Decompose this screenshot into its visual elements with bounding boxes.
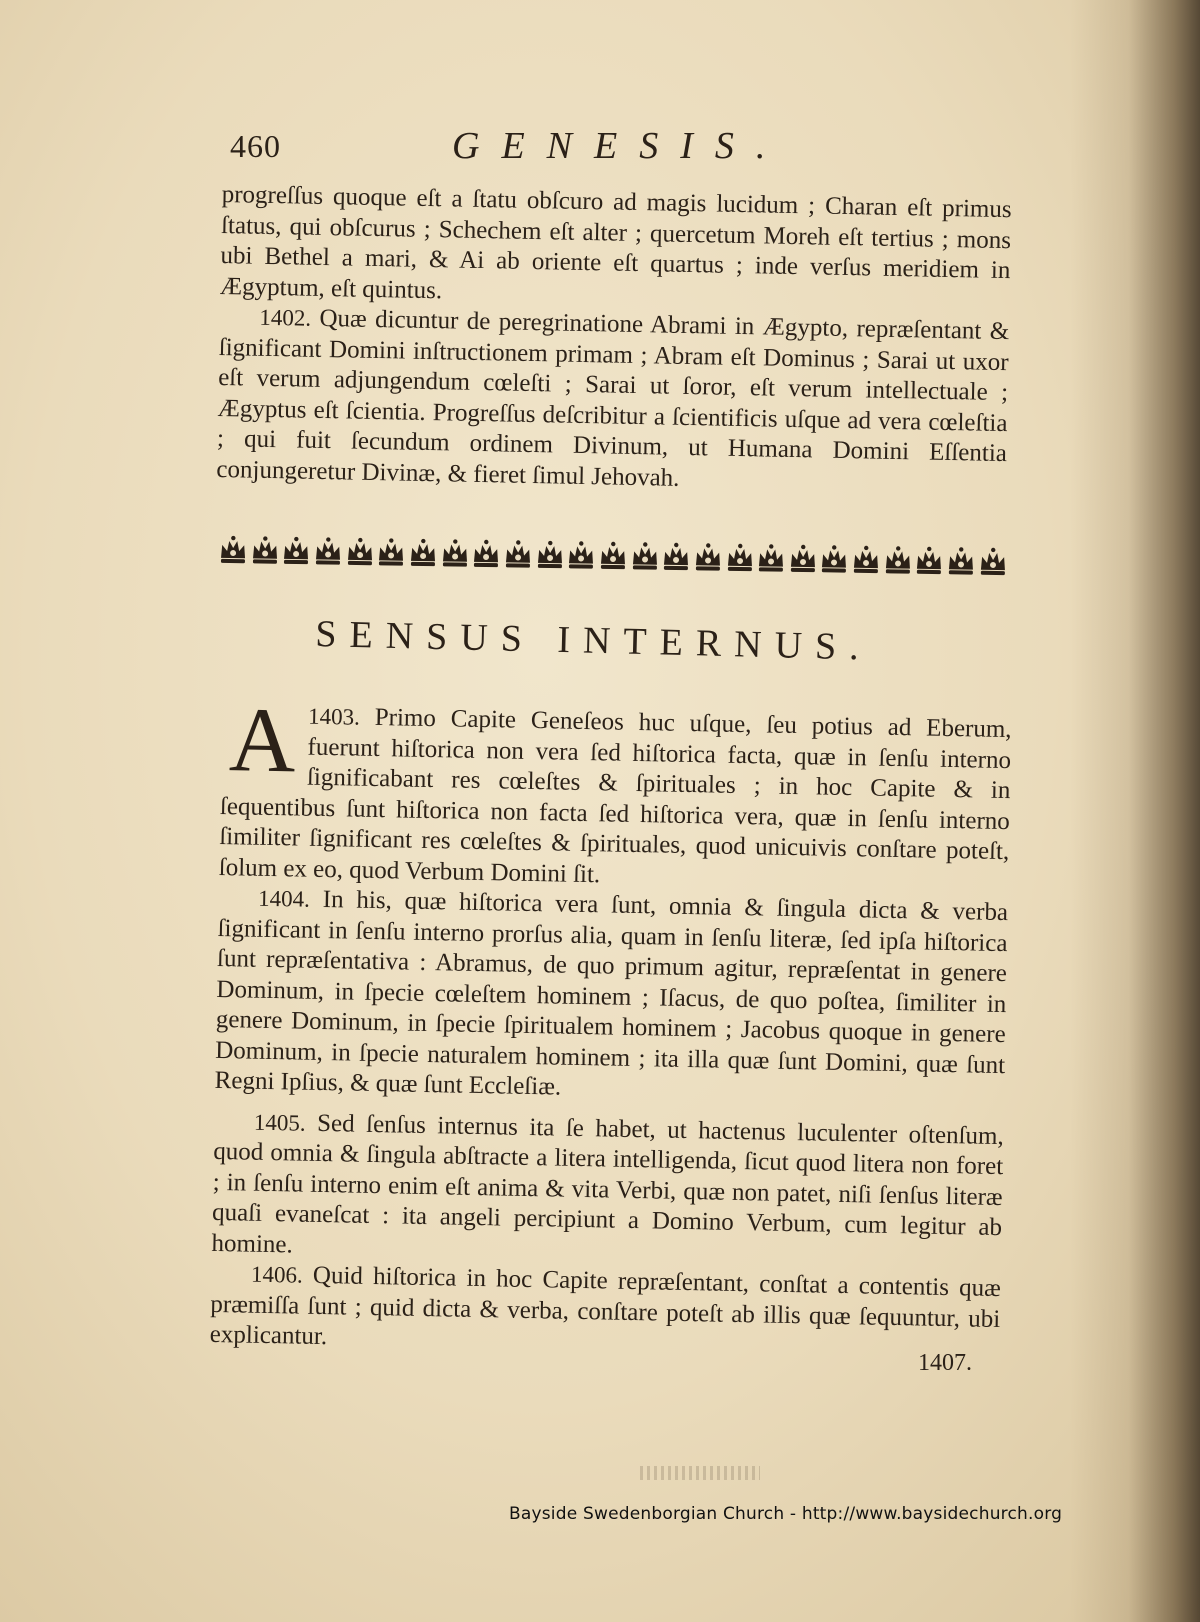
paragraph-text: Primo Capite Geneſeos huc uſque, ſeu potius ad Eberum, fuerunt hiſtorica non vera ſed hiſtorica facta, quæ in ſenſu interno ſignificabant res cœleſtes & ſpirituales ; in hoc Capite & in ſequentibus ſunt hiſtorica non facta ſed hiſtorica vera, quæ in ſenſu interno ſimiliter ſignificant res cœleſtes & ſpirituales, quod unicuivis conſtare poteſt, ſolum ex eo, quod Verbum Domini ſit. — [218, 703, 1012, 888]
paragraph-number: 1405. — [253, 1109, 306, 1136]
paragraph-number: 1404. — [257, 885, 311, 912]
crown-icon — [218, 534, 248, 566]
catchword: 1407. — [918, 1350, 972, 1376]
crown-icon — [978, 546, 1008, 578]
crown-icon — [946, 545, 976, 577]
page-number: 460 — [230, 128, 281, 164]
crown-icon — [281, 535, 311, 567]
paragraph-1403 — [218, 688, 1012, 898]
main-text-block — [209, 688, 1012, 1366]
crown-icon — [313, 535, 343, 567]
crown-icon — [408, 537, 438, 569]
source-watermark: Bayside Swedenborgian Church - http://www.baysidechurch.org — [509, 1504, 1063, 1524]
paragraph-number: 1406. — [250, 1261, 303, 1288]
page-gutter-shadow — [1070, 0, 1200, 1622]
crown-icon — [534, 539, 564, 571]
paragraph-1404 — [214, 883, 1008, 1112]
paragraph-1405 — [211, 1106, 1004, 1274]
crown-icon — [756, 542, 786, 574]
crown-ornament-rule — [218, 534, 1009, 590]
crown-icon — [471, 538, 501, 570]
crown-icon — [661, 541, 691, 573]
paragraph-number: 1402. — [259, 304, 312, 331]
crown-icon — [503, 538, 533, 570]
continued-paragraph: progreſſus quoque eſt a ſtatu obſcuro ad magis lucidum ; Charan eſt primus ſtatus, qui obſcurus ; Schechem eſt alter ; quercetum Moreh eſt tertius ; mons ubi Bethel a mari, & Ai ab oriente eſt quartus ; inde verſus meridiem in Ægyptum, eſt quintus. — [219, 180, 1012, 304]
crown-icon — [724, 542, 754, 574]
paragraph-text: In his, quæ hiſtorica vera ſunt, omnia & ſingula dicta & verba ſignificant in ſenſu interno prorſus alia, quam in ſenſu literæ, ſed ipſa hiſtorica ſunt repræſentativa : Abramus, de quo primum agitur, repræſentat in genere Dominum, in ſpecie cœleſtem hominem ; Iſacus, de quo poſtea, ſimiliter in genere Dominum, in ſpecie ſpiritualem hominem ; Jacobus quoque in genere Dominum, in ſpecie naturalem hominem ; ita illa quæ ſunt Domini, quæ ſunt Regni Ipſius, & quæ ſunt Eccleſiæ. — [214, 885, 1009, 1101]
crown-icon — [376, 536, 406, 568]
section-title: SENSUS INTERNUS. — [314, 612, 873, 669]
top-text-block — [216, 180, 1012, 500]
paragraph-number: 1403. — [307, 703, 361, 730]
running-title: GENESIS. — [452, 125, 788, 167]
paragraph-text: Quæ dicuntur de peregrinatione Abrami in Ægypto, repræſentant & ſignificant Domini inſtructionem primam ; Abram eſt Dominus ; Sarai ut uxor eſt verum adjungendum cœleſti ; Sarai ut ſoror, eſt verum intellectuale ; Ægyptus eſt ſcientia. Progreſſus deſcribitur a ſcientificis uſque ad vera cœleſtia ; qui fuit ſecundum ordinem Divinum, ut Humana Domini Eſſentia conjungeretur Divinæ, & fieret ſimul Jehovah. — [216, 304, 1010, 492]
crown-icon — [566, 539, 596, 571]
crown-icon — [629, 540, 659, 572]
crown-icon — [693, 541, 723, 573]
paragraph-text: Sed ſenſus internus ita ſe habet, ut hactenus luculenter oſtenſum, quod omnia & ſingula abſtracte a litera intelligenda, ſicut quod litera non foret ; in ſenſu interno enim eſt anima & vita Verbi, quæ non patet, niſi ſenſus literæ quaſi evaneſcat : ita angeli percipiunt a Domino Verbum, cum legitur ab homine. — [211, 1109, 1005, 1258]
paragraph-1406 — [210, 1259, 1002, 1366]
crown-icon — [439, 537, 469, 569]
paragraph-1402 — [216, 302, 1009, 500]
print-smudge — [640, 1466, 760, 1480]
running-header — [230, 125, 870, 178]
crown-icon — [788, 543, 818, 575]
crown-icon — [598, 540, 628, 572]
crown-icon — [345, 536, 375, 568]
paragraph-text: Quid hiſtorica in hoc Capite repræſentant, conſtat a contentis quæ præmiſſa ſunt ; quid dicta & verba, conſtare poteſt ab illis quæ ſequuntur, ubi explicantur. — [209, 1261, 1002, 1351]
crown-icon — [914, 545, 944, 577]
drop-cap: A — [228, 688, 297, 792]
crown-icon — [851, 544, 881, 576]
crown-icon — [250, 534, 280, 566]
crown-icon — [883, 544, 913, 576]
crown-icon — [819, 543, 849, 575]
